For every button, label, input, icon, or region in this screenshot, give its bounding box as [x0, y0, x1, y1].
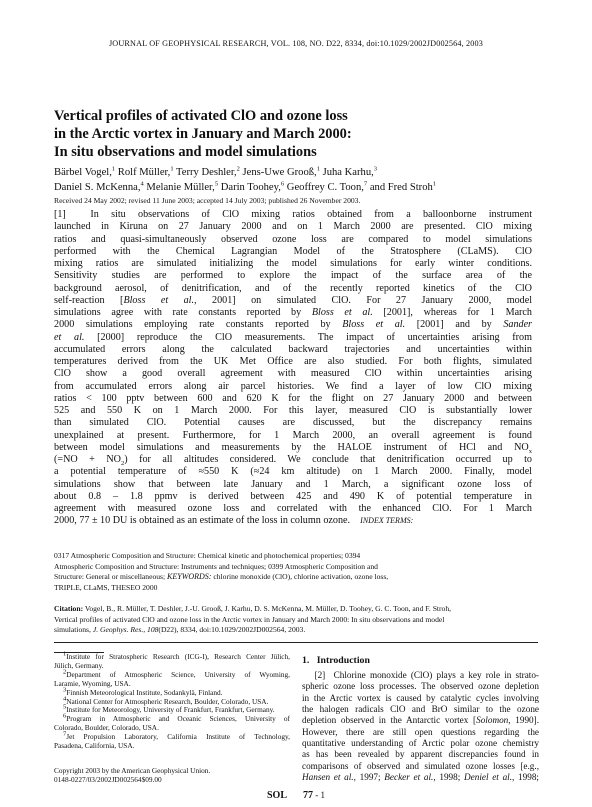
abstract-line: performed with the Chemical Lagrangian Model of the Stratosphere (CLaMS). ClO — [54, 245, 532, 257]
section-title: Introduction — [316, 655, 370, 666]
citation-line: Vertical profiles of activated ClO and ozone loss in the Arctic vortex in January and March 2000: In situ observations and model — [54, 614, 445, 624]
author-affil-mark: 5 — [214, 180, 219, 188]
affiliation-line: $^2$Department of Atmospheric Science, University of Wyoming, — [63, 668, 290, 679]
author-name: Daniel S. McKenna, — [54, 181, 141, 193]
author-name: Geoffrey C. Toon, — [284, 181, 364, 193]
citation-ref: Solomon — [476, 715, 509, 726]
author-affil-mark: 1 — [170, 165, 174, 173]
index-terms-line: Structure: General or miscellaneous; KEYWORDS: chlorine monoxide (ClO), chlorine activation, ozone loss, — [54, 572, 389, 582]
affiliation-line: $^7$Jet Propulsion Laboratory, California Institute of Technology, — [63, 730, 290, 742]
paragraph-marker: [2] — [314, 670, 326, 680]
article-title — [54, 107, 534, 161]
index-terms-line: TRIPLE, CLaMS, THESEO 2000 — [54, 583, 158, 593]
abstract-line: [1] In situ observations of ClO mixing ratios obtained from a balloonborne instrument — [54, 209, 533, 220]
author-line — [54, 181, 554, 196]
intro-line: the halogen radicals ClO and BrO similar to the ozone — [302, 704, 539, 715]
abstract-line: self-reaction [Bloss et al., 2001] on simulated ClO. For 27 January 2000, model — [54, 294, 533, 306]
intro-line: depletion observed in the Antarctic vortex [Solomon, 1990]. — [302, 715, 539, 726]
index-terms-line: Atmospheric Composition and Structure: Instruments and techniques; 0399 Atmospheric Composition and — [54, 561, 378, 571]
intro-line: in the Arctic vortex is caused by catalytic cycles involving — [302, 692, 539, 703]
citation-ref: Bloss et al. — [123, 294, 195, 306]
abstract-line: simulations agree with rate constants reported by Bloss et al. [2001], whereas for 1 March — [54, 307, 532, 318]
section-heading — [302, 655, 370, 666]
intro-line: spheric ozone loss processes. The observed ozone depletion — [302, 681, 539, 692]
abstract-line: accumulated errors along the calculated backward trajectories and uncertainties within — [54, 343, 532, 355]
author-name: Darin Toohey, — [218, 181, 281, 193]
affiliation-line: $^6$Program in Atmospheric and Oceanic Sciences, University of — [63, 712, 290, 724]
citation-ref: Becker et al. — [384, 772, 434, 783]
author-affil-mark: 2 — [236, 165, 240, 173]
title-line: in the Arctic vortex in January and March 2000: — [54, 126, 352, 142]
citation-ref: Sander — [503, 319, 532, 331]
author-line — [54, 166, 554, 181]
abstract-line: than simulated ClO. Potential causes are discussed, but the discrepancy remains — [54, 417, 532, 429]
page-folio — [0, 790, 592, 801]
abstract-line: from accumulated errors along air parcel histories. We find a layer of low ClO mixing — [54, 380, 532, 392]
citation-line: simulations, J. Geophys. Res., 108(D22), 8334, doi:10.1029/2002JD002564, 2003. — [54, 625, 306, 635]
author-name: Jens-Uwe Grooß, — [239, 167, 317, 178]
citation-ref: Bloss et al. — [311, 307, 373, 318]
author-affil-mark: 1 — [316, 165, 320, 173]
copyright-line: Copyright 2003 by the American Geophysical Union. — [54, 766, 211, 775]
publication-dates: Received 24 May 2002; revised 11 June 2003; accepted 14 July 2003; published 26 November 2003. — [54, 196, 361, 205]
author-affil-mark: 4 — [140, 180, 144, 188]
page-subnumber: - 1 — [313, 790, 325, 800]
intro-line: However, there are still open questions regarding the — [302, 726, 539, 737]
author-affil-mark: 7 — [363, 180, 368, 188]
author-affil-mark: 1 — [432, 180, 437, 188]
index-terms — [54, 551, 532, 594]
abstract-line: mixing ratios are simulated initializing the model simulations for early winter conditions. — [54, 258, 532, 269]
author-affil-mark: 1 — [111, 165, 116, 173]
abstract-line: unexplained at present. Furthermore, for 1 March 2000, an overall agreement is found — [54, 429, 532, 441]
abstract-line: between model simulations and measurements by the HALOE instrument of HCl and $NO_x$ — [54, 441, 532, 455]
author-name: Terry Deshler, — [173, 167, 237, 178]
intro-line: Hansen et al., 1997; Becker et al., 1998; Deniel et al., 1998; — [302, 772, 539, 783]
abstract-line: agreement with measured ozone loss and correlated with the enhanced ClO. For 1 March — [54, 503, 532, 514]
abstract-line: about 0.8 – 1.8 ppmv is derived between 425 and 490 K of potential temperature in — [54, 490, 532, 502]
author-name: Bärbel Vogel, — [54, 167, 112, 178]
abstract-line: background aerosol, of denitrification, and of the recently reported kinetics of the ClO — [54, 282, 532, 294]
intro-line: as has been revealed by apparent discrepancies found in — [302, 749, 539, 760]
citation-ref: Hansen et al. — [302, 772, 354, 783]
abstract-line: $(=NO + NO_2)$ for all altitudes considered. We conclude that denitrification occurred up to — [54, 454, 532, 468]
abstract-line: 2000, 77 ± 10 DU is obtained as an estimate of the loss in column ozone. INDEX TERMS: — [54, 515, 414, 527]
intro-line: comparisons of observed and simulated ozone losses [e.g., — [302, 760, 539, 771]
author-name: Melanie Müller, — [143, 181, 215, 193]
copyright-line: 0148-0227/03/2002JD002564$09.00 — [54, 774, 162, 784]
abstract-line: 525 and 550 K on 1 March 2000. For this layer, measured ClO is substantially lower — [54, 405, 532, 416]
abstract-line: ClO show a good overall agreement with measured ClO within uncertainties arising — [54, 368, 532, 380]
citation-block — [54, 604, 538, 636]
abstract-line: a potential temperature of ≈550 K (≈24 km altitude) on 1 March 2000. Finally, model — [54, 466, 532, 478]
index-terms-line: 0317 Atmospheric Composition and Structure: Chemical kinetic and photochemical properties; 0394 — [54, 551, 361, 560]
abstract-line: et al. [2000] reproduce the ClO measurements. The impact of uncertainties arising from — [54, 331, 532, 343]
copyright-notice — [54, 767, 210, 785]
author-name: Rolf Müller, — [115, 167, 171, 178]
citation-label: Citation: — [54, 604, 84, 613]
affiliation-line: $^5$Institute for Meteorology, University of Frankfurt, Frankfurt, Germany. — [63, 704, 275, 715]
affiliation-line: Laramie, Wyoming, USA. — [54, 678, 131, 688]
abstract-line: ratios and quasi-simultaneously observed ozone loss are compared to model simulations — [54, 233, 532, 245]
title-line: Vertical profiles of activated ClO and ozone loss — [54, 108, 348, 124]
affiliation-line: $^4$National Center for Atmospheric Research, Boulder, Colorado, USA. — [63, 695, 269, 706]
intro-line: [2] Chlorine monoxide (ClO) plays a key role in strato- — [314, 670, 539, 680]
abstract-line: temperatures derived from the UK Met Office are also studied. For both flights, simulated — [54, 356, 532, 367]
affiliation-line: $^3$Finnish Meteorological Institute, Sodankylä, Finland. — [63, 686, 223, 697]
affiliation-line: Pasadena, California, USA. — [54, 741, 135, 751]
citation-line: Citation: Vogel, B., R. Müller, T. Deshler, J.-U. Grooß, J. Karhu, D. S. McKenna, M. Müller, D. Toohey, G. C. Toon, and F. Stroh, — [54, 604, 452, 613]
abstract — [54, 209, 532, 528]
abstract-line: simulations show that between late January and 1 March, a significant ozone loss of — [54, 478, 532, 490]
affiliation-line: $^1$Institute for Stratospheric Research (ICG-I), Research Center Jülich, — [63, 650, 290, 661]
author-name: Juha Karhu, — [319, 167, 374, 178]
author-affil-mark: 6 — [280, 180, 285, 188]
author-list — [54, 166, 554, 195]
citation-ref: Deniel et al. — [464, 772, 513, 783]
citation-ref: et al. — [54, 331, 85, 343]
affiliation-line: Colorado, Boulder, Colorado, USA. — [54, 723, 159, 733]
abstract-line: ratios < 100 pptv between 600 and 620 K for the flight on 27 January 2000 and between — [54, 392, 532, 404]
index-terms-label: INDEX TERMS: — [360, 516, 414, 526]
author-name: and Fred Stroh — [367, 181, 433, 193]
affiliations — [54, 650, 290, 751]
intro-line: quantitative understanding of Arctic polar ozone chemistry — [302, 738, 539, 749]
section-number: 1. — [302, 655, 310, 666]
citation-ref: Bloss et al. — [342, 319, 406, 331]
introduction-text — [302, 670, 539, 783]
author-affil-mark: 3 — [373, 165, 378, 173]
paragraph-marker: [1] — [54, 209, 66, 220]
abstract-line: 2000 simulations employing rate constants reported by Bloss et al. [2001] and by Sander — [54, 319, 532, 331]
title-line: In situ observations and model simulations — [54, 144, 317, 160]
running-header: JOURNAL OF GEOPHYSICAL RESEARCH, VOL. 108, NO. D22, 8334, doi:10.1029/2002JD002564, 2003 — [108, 39, 484, 48]
affiliation-line: Jülich, Germany. — [54, 660, 104, 670]
keywords-label: KEYWORDS: — [167, 572, 212, 582]
section-divider — [54, 642, 538, 643]
page-number: 77 — [303, 790, 313, 801]
abstract-line: Sensitivity studies are performed to explore the impact of the surface area of the — [54, 270, 532, 282]
abstract-line: launched in Kiruna on 27 January 2000 and on 1 March 2000 are presented. ClO mixing — [54, 221, 532, 233]
journal-code: SOL — [266, 790, 287, 801]
